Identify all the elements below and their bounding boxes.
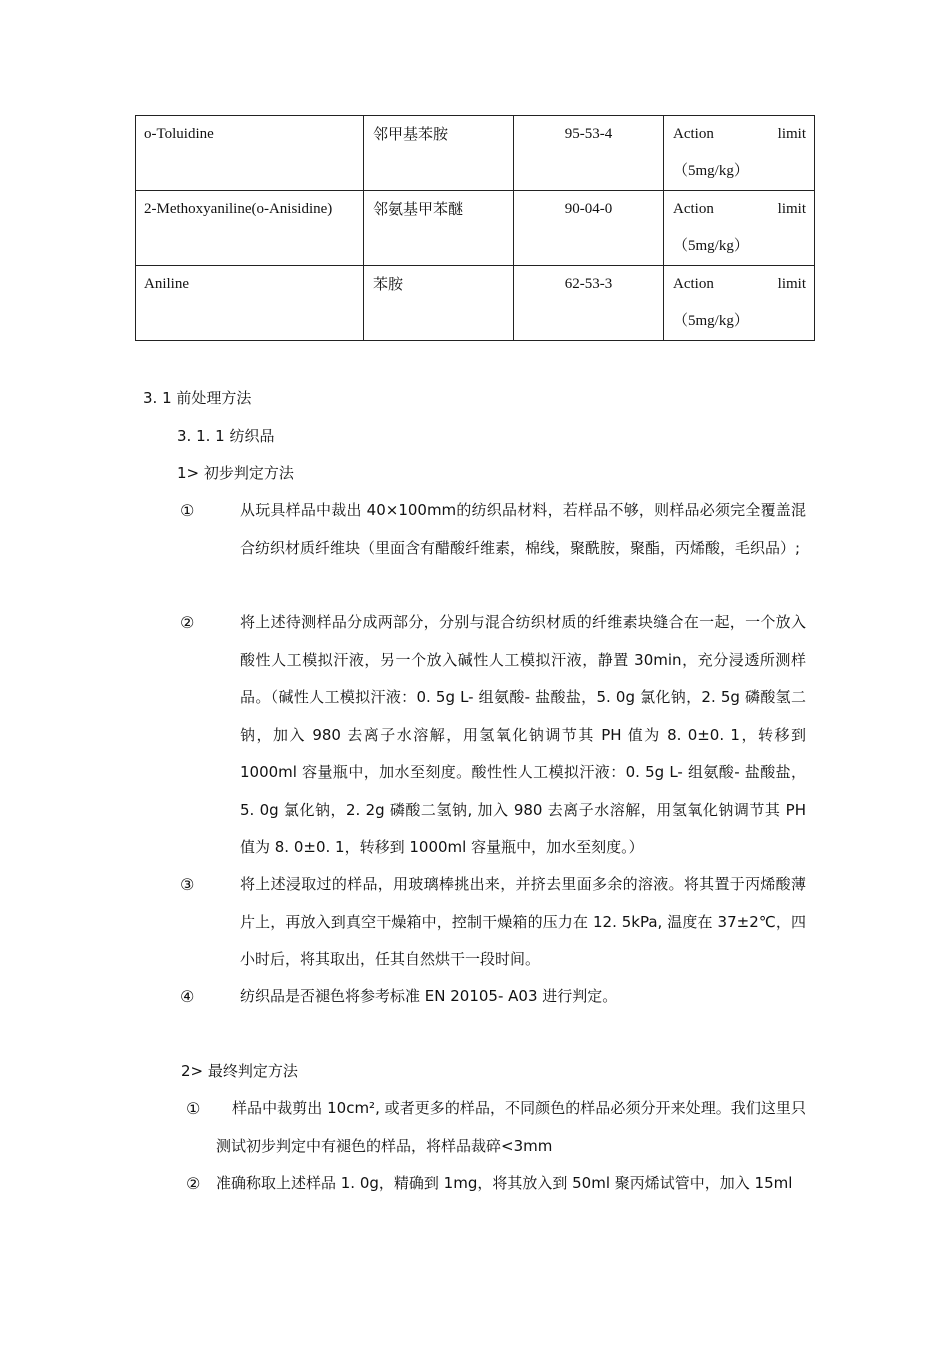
limit-word-action: Action bbox=[673, 201, 714, 217]
limit-value: （5mg/kg） bbox=[673, 238, 749, 254]
item-marker: ② bbox=[186, 1174, 201, 1193]
section-heading: 3. 1 前处理方法 bbox=[143, 389, 252, 407]
substance-chinese-cell: 邻氨基甲苯醚 bbox=[364, 191, 514, 266]
limit-value: （5mg/kg） bbox=[673, 163, 749, 179]
preliminary-method-title: 1> 初步判定方法 bbox=[177, 464, 294, 482]
cas-number-cell: 95-53-4 bbox=[514, 116, 664, 191]
item-marker: ④ bbox=[180, 987, 195, 1006]
final-step-1: 样品中裁剪出 10cm², 或者更多的样品，不同颜色的样品必须分开来处理。我们这里只测试初步判定中有褪色的样品，将样品裁碎<3mm bbox=[216, 1099, 806, 1155]
substance-name-cell: o-Toluidine bbox=[136, 116, 364, 191]
substance-chinese-cell: 苯胺 bbox=[364, 266, 514, 341]
limit-word-limit: limit bbox=[777, 276, 806, 292]
substance-name-cell: Aniline bbox=[136, 266, 364, 341]
item-marker: ① bbox=[186, 1099, 201, 1118]
table-row bbox=[136, 191, 815, 266]
table-row bbox=[136, 266, 815, 341]
table-row bbox=[136, 116, 815, 191]
substance-table bbox=[135, 115, 815, 341]
limit-word-limit: limit bbox=[777, 126, 806, 142]
preliminary-step-1: 从玩具样品中裁出 40×100mm的纺织品材料，若样品不够，则样品必须完全覆盖混合纺织材质纤维块（里面含有醋酸纤维素，棉线，聚酰胺，聚酯，丙烯酸，毛织品）; bbox=[240, 501, 806, 557]
limit-value: （5mg/kg） bbox=[673, 313, 749, 329]
item-marker: ③ bbox=[180, 875, 195, 894]
limit-cell bbox=[664, 266, 815, 341]
limit-word-action: Action bbox=[673, 276, 714, 292]
item-marker: ① bbox=[180, 501, 195, 520]
cas-number-cell: 62-53-3 bbox=[514, 266, 664, 341]
preliminary-step-3: 将上述浸取过的样品，用玻璃棒挑出来，并挤去里面多余的溶液。将其置于丙烯酸薄片上，再放入到真空干燥箱中，控制干燥箱的压力在 12. 5kPa, 温度在 37±2℃，四小时后，将其取出，任其自然烘干一段时间。 bbox=[240, 875, 806, 968]
preliminary-step-4: 纺织品是否褪色将参考标准 EN 20105- A03 进行判定。 bbox=[240, 987, 618, 1005]
limit-word-action: Action bbox=[673, 126, 714, 142]
substance-chinese-cell: 邻甲基苯胺 bbox=[364, 116, 514, 191]
preliminary-step-2: 将上述待测样品分成两部分，分别与混合纺织材质的纤维素块缝合在一起，一个放入酸性人工模拟汗液，另一个放入碱性人工模拟汗液，静置 30min，充分浸透所测样品。（碱性人工模拟汗液：0. 5g L- 组氨酸- 盐酸盐，5. 0g 氯化钠，2. 5g 磷酸氢二钠，加入 980 去离子水溶解，用氢氧化钠调节其 PH 值为 8. 0±0. 1，转移到 1000ml 容量瓶中，加水至刻度。酸性性人工模拟汗液：0. 5g L- 组氨酸- 盐酸盐，5. 0g 氯化钠，2. 2g 磷酸二氢钠, 加入 980 去离子水溶解，用氢氧化钠调节其 PH 值为 8. 0±0. 1，转移到 1000ml 容量瓶中，加水至刻度。） bbox=[240, 613, 806, 856]
substance-name-cell: 2-Methoxyaniline(o-Anisidine) bbox=[136, 191, 364, 266]
final-step-2: 准确称取上述样品 1. 0g，精确到 1mg，将其放入到 50ml 聚丙烯试管中，加入 15ml bbox=[216, 1174, 793, 1192]
cas-number-cell: 90-04-0 bbox=[514, 191, 664, 266]
item-marker: ② bbox=[180, 613, 195, 632]
subsection-heading: 3. 1. 1 纺织品 bbox=[177, 427, 275, 445]
limit-word-limit: limit bbox=[777, 201, 806, 217]
limit-cell bbox=[664, 191, 815, 266]
limit-cell bbox=[664, 116, 815, 191]
final-method-title: 2> 最终判定方法 bbox=[181, 1062, 298, 1080]
